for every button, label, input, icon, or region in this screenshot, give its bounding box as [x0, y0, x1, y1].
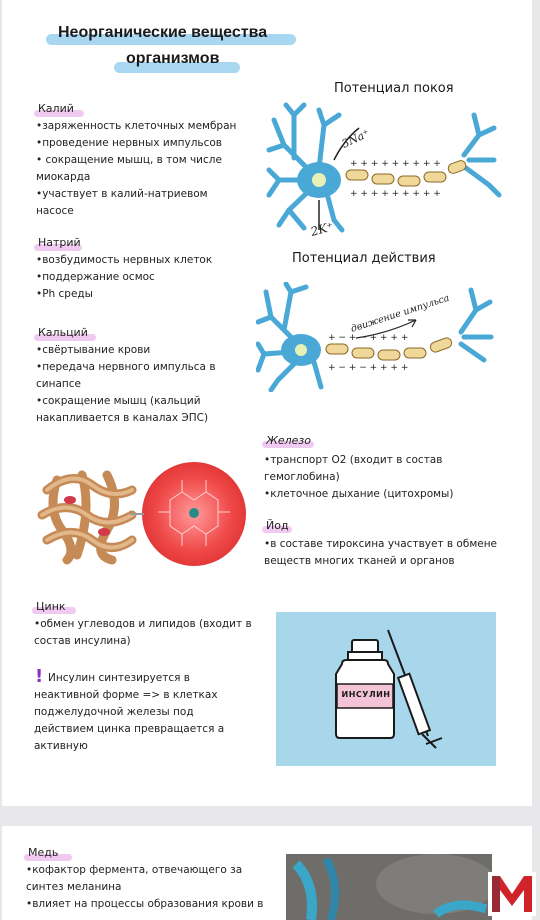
calcium-title: Кальций — [38, 326, 88, 339]
calcium-list — [36, 342, 232, 427]
sodium-item: •Ph среды — [36, 288, 93, 300]
svg-text:+ + + + + + + + +: + + + + + + + + + — [350, 159, 441, 169]
iron-item: •клеточное дыхание (цитохромы) — [264, 488, 454, 500]
potassium-item: •проведение нервных импульсов — [36, 137, 222, 149]
page-sheet-2 — [2, 826, 532, 920]
potassium-list — [36, 118, 246, 220]
action-potential-caption: Потенциал действия — [292, 251, 436, 266]
insulin-illustration-panel — [276, 612, 496, 766]
svg-text:+ + + + + + + + +: + + + + + + + + + — [350, 189, 441, 199]
sodium-list — [36, 252, 246, 303]
sodium-label: 3Na⁺ — [339, 126, 372, 151]
octopus-image — [286, 854, 492, 920]
iodine-item: •в составе тироксина участвует в обмене веществ многих тканей и органов — [264, 538, 498, 567]
rest-potential-caption: Потенциал покоя — [334, 81, 454, 96]
copper-list — [26, 862, 266, 913]
resting-neuron-illustration — [264, 100, 504, 240]
calcium-item: •свёртывание крови — [36, 344, 151, 356]
brand-logo — [488, 872, 536, 916]
svg-text:+ − + − + + + +: + − + − + + + + — [328, 333, 409, 343]
zinc-title: Цинк — [36, 600, 66, 613]
connector-line — [130, 513, 144, 515]
logo-m-icon — [488, 872, 536, 916]
sodium-item: •поддержание осмос — [36, 271, 155, 283]
iron-list — [264, 452, 486, 503]
sodium-title: Натрий — [38, 236, 81, 249]
sodium-item: •возбудимость нервных клеток — [36, 254, 213, 266]
insulin-label: ИНСУЛИН — [341, 690, 391, 699]
impulse-label: движение импульса — [349, 292, 451, 335]
iodine-title: Йод — [266, 519, 289, 532]
calcium-item: •передача нервного импульса в синапсе — [36, 361, 216, 390]
iron-item: •транспорт О2 (входит в состав гемоглобина) — [264, 454, 443, 483]
calcium-item: •сокращение мышц (кальций накапливается в каналах ЭПС) — [36, 395, 209, 424]
potassium-item: • сокращение мышц, в том числе миокарда — [36, 154, 222, 183]
octopus-photo — [286, 854, 492, 920]
potassium-item: •участвует в калий-натриевом насосе — [36, 188, 208, 217]
potassium-label: 2K⁺ — [309, 219, 335, 239]
potassium-item: •заряженность клеточных мембран — [36, 120, 237, 132]
exclamation-icon: ! — [35, 666, 44, 687]
action-neuron-illustration — [256, 282, 496, 392]
hemoglobin-illustration — [32, 460, 142, 570]
zinc-note: Инсулин синтезируется в неактивной форме => в клетках поджелудочной железы под действием цинка превращается а активную — [34, 672, 225, 752]
heme-molecule-illustration — [140, 460, 248, 568]
page-sheet — [2, 0, 532, 806]
iodine-list — [264, 536, 514, 570]
copper-item: •кофактор фермента, отвечающего за синтез меланина — [26, 864, 243, 893]
page-title-line-2: организмов — [126, 50, 220, 67]
zinc-item: •обмен углеводов и липидов (входит в состав инсулина) — [34, 618, 252, 647]
zinc-list — [34, 616, 260, 650]
copper-title: Медь — [28, 846, 59, 859]
potassium-title: Калий — [38, 102, 74, 115]
iron-title: Железо — [266, 434, 311, 447]
page-title-line-1: Неорганические вещества — [58, 24, 268, 41]
insulin-vial-icon — [276, 612, 496, 766]
copper-item: •влияет на процессы образования крови в — [26, 898, 264, 910]
svg-text:+ − + − + + + +: + − + − + + + + — [328, 363, 409, 373]
